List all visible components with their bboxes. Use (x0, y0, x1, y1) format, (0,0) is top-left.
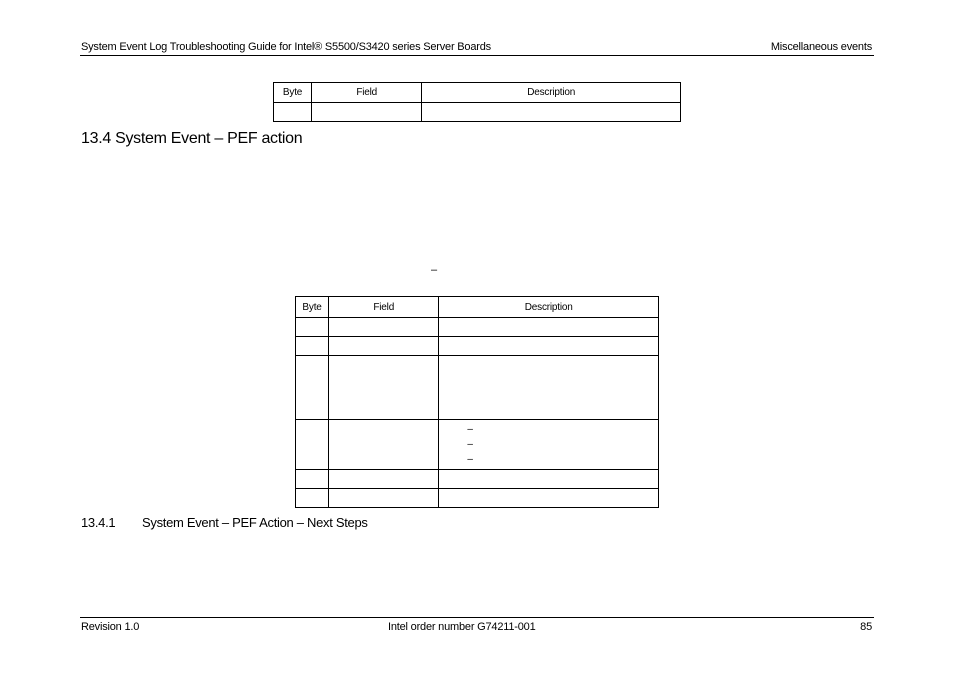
subsection-number: 13.4.1 (81, 515, 116, 530)
table-cell (296, 470, 329, 489)
footer-page-number: 85 (860, 621, 872, 633)
table-1-header-field: Field (312, 83, 422, 103)
table-1-header-byte: Byte (274, 83, 312, 103)
table-2-header-row (296, 297, 659, 318)
header-rule (80, 55, 874, 56)
footer-rule (80, 617, 874, 618)
dash-item: – (467, 439, 473, 450)
footer-revision: Revision 1.0 (81, 621, 140, 633)
table-cell (329, 470, 439, 489)
table-cell (439, 470, 659, 489)
header-section: Miscellaneous events (770, 41, 872, 53)
dash-item: – (467, 454, 473, 465)
footer-order-number: Intel order number G74211-001 (388, 621, 536, 633)
table-row (296, 470, 659, 489)
table-cell (329, 489, 439, 508)
table-row (296, 337, 659, 356)
table-cell (439, 318, 659, 337)
table-2 (295, 296, 659, 508)
table-cell (329, 420, 439, 470)
table-1-header-description: Description (422, 83, 681, 103)
table-cell (422, 103, 681, 122)
table-cell (296, 420, 329, 470)
table-2-header-byte: Byte (296, 297, 329, 318)
table-2-header-description: Description (439, 297, 659, 318)
table-cell (439, 356, 659, 420)
table-cell (439, 337, 659, 356)
table-cell (439, 489, 659, 508)
table-cell (329, 356, 439, 420)
table-cell (296, 337, 329, 356)
table-cell (296, 489, 329, 508)
stray-dash: – (431, 264, 438, 276)
table-row (296, 420, 659, 470)
table-row (274, 103, 681, 122)
table-cell (296, 356, 329, 420)
section-heading: 13.4 System Event – PEF action (81, 130, 303, 147)
table-cell (329, 337, 439, 356)
table-2-header-field: Field (329, 297, 439, 318)
table-1 (273, 82, 681, 122)
dash-item: – (467, 424, 473, 435)
table-cell (274, 103, 312, 122)
table-row (296, 489, 659, 508)
table-cell (329, 318, 439, 337)
table-row (296, 318, 659, 337)
table-row (296, 356, 659, 420)
table-cell (312, 103, 422, 122)
subsection-heading: System Event – PEF Action – Next Steps (142, 515, 368, 530)
table-cell (296, 318, 329, 337)
table-1-header-row (274, 83, 681, 103)
header-title: System Event Log Troubleshooting Guide for Intel® S5500/S3420 series Server Boards (81, 41, 491, 53)
table-cell-dashes (439, 420, 659, 470)
